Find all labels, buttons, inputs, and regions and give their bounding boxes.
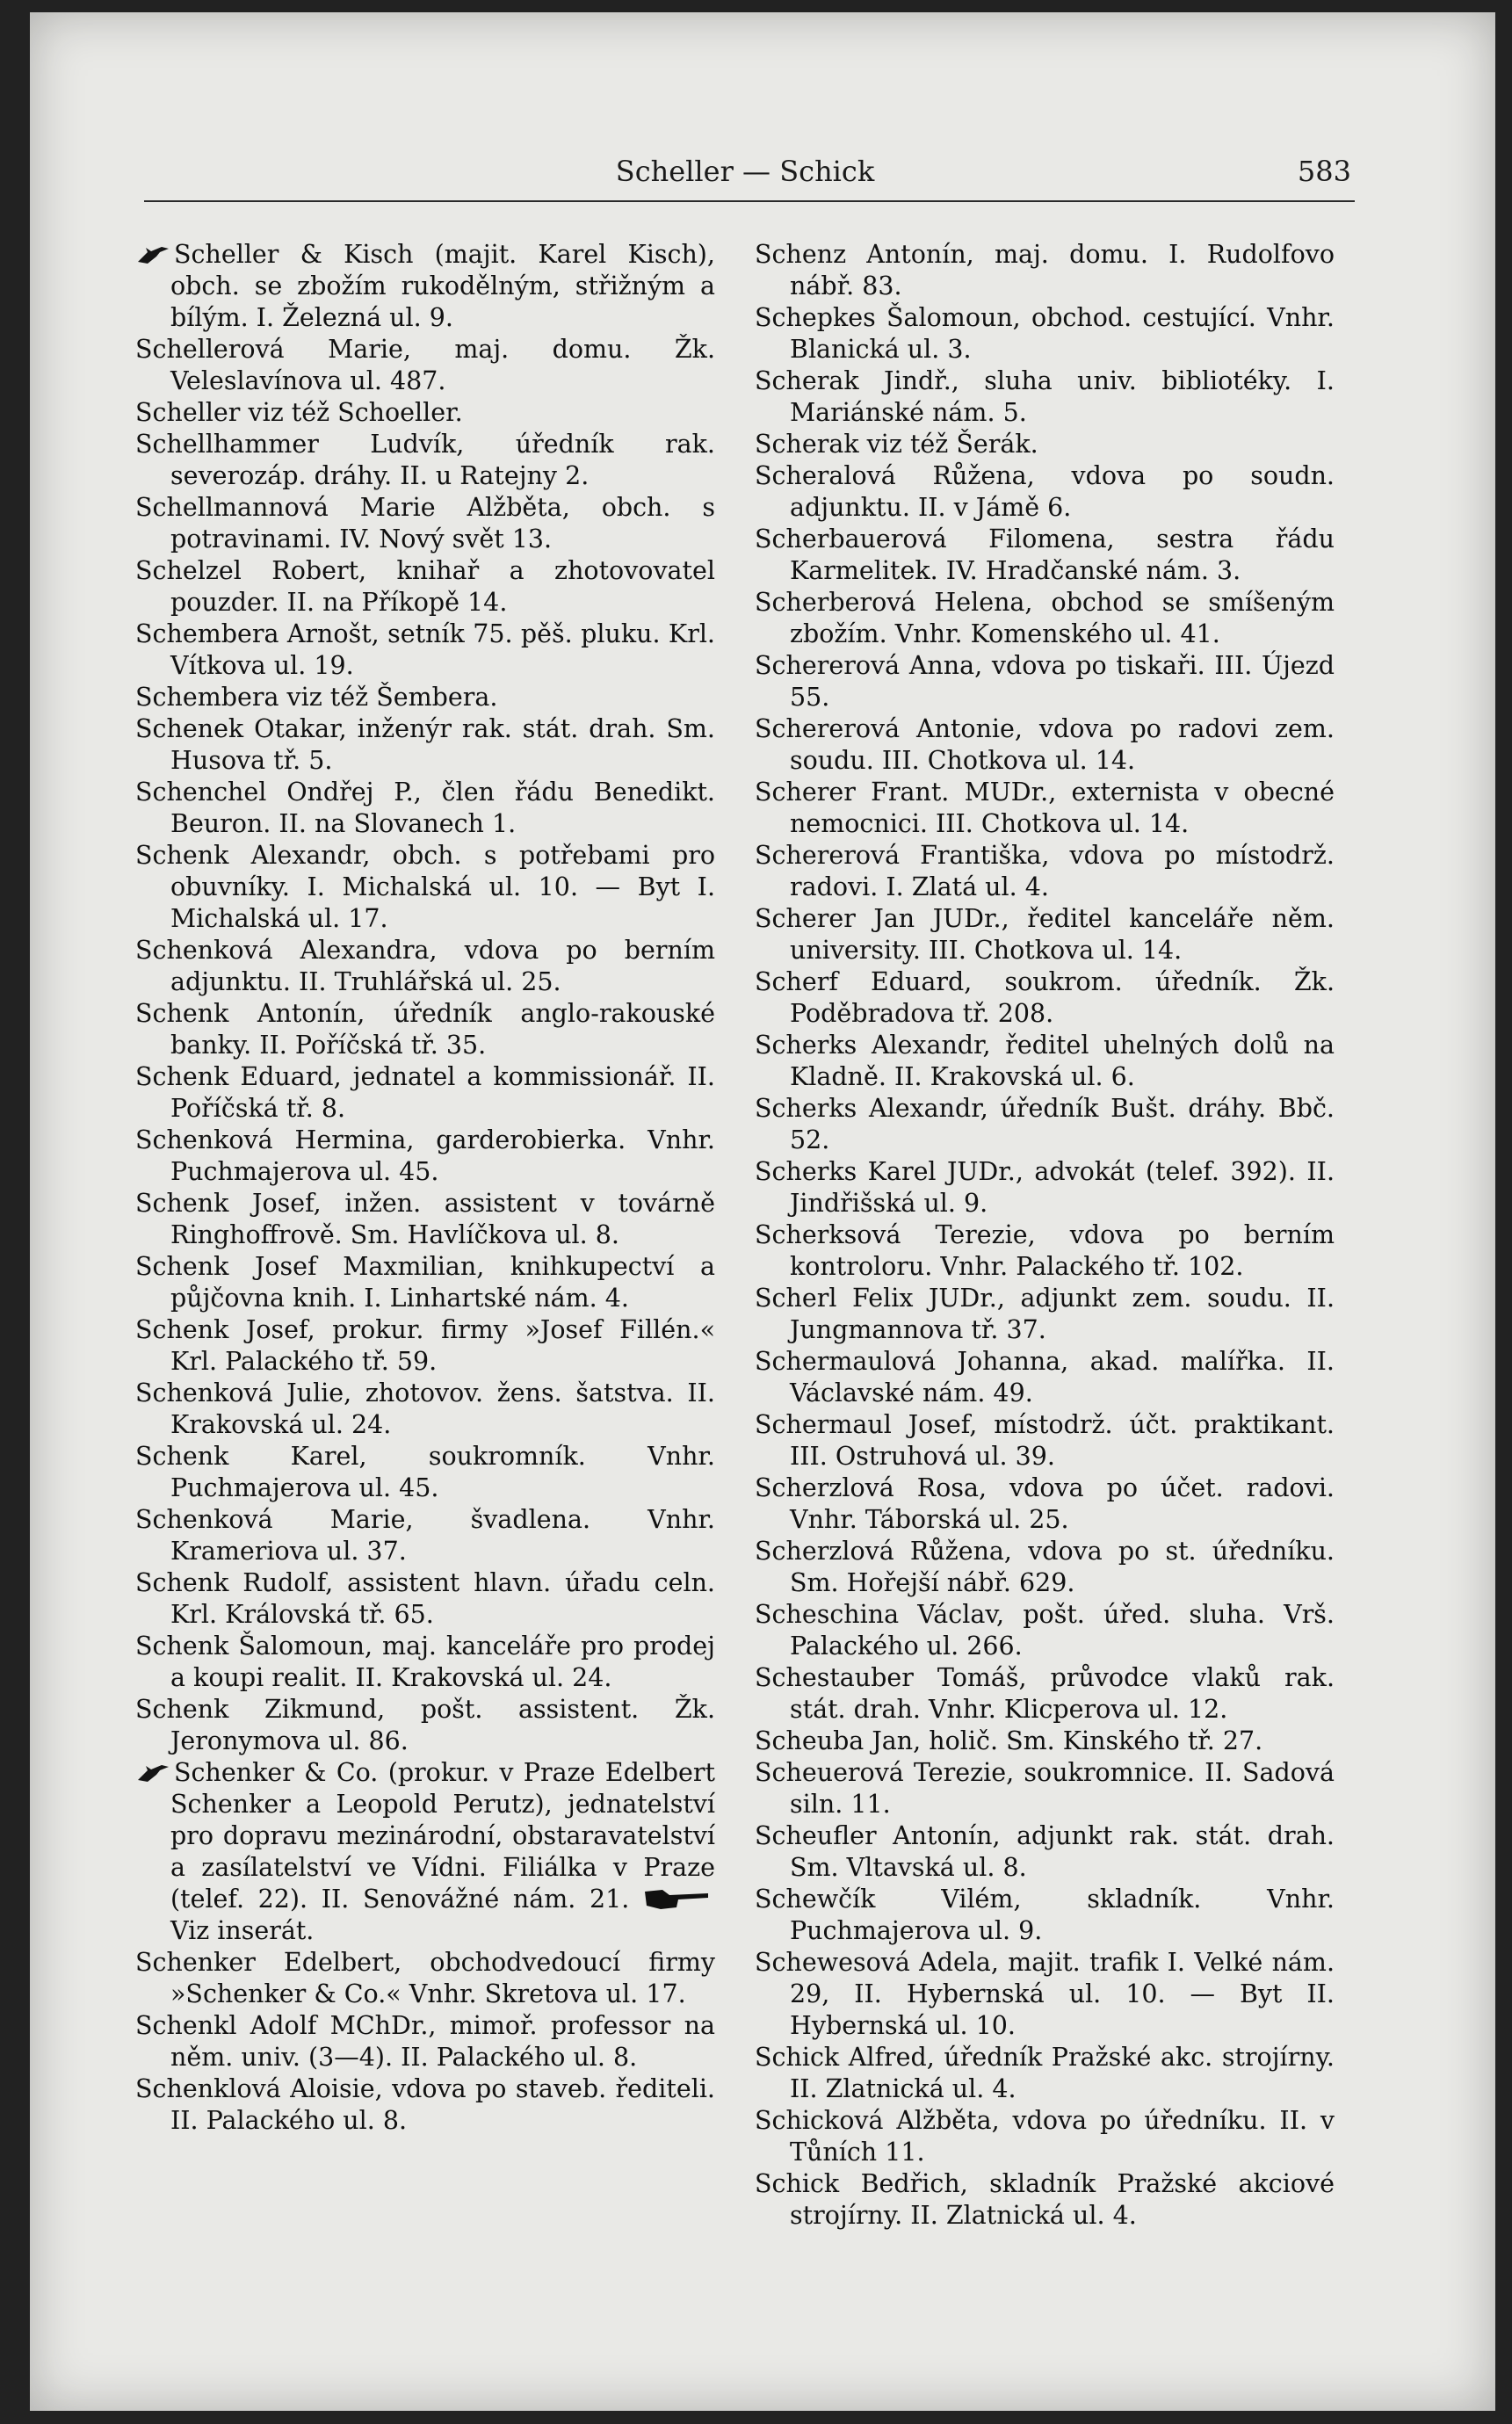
entry-text: Scherksová Terezie, vdova po berním kontroloru. Vnhr. Palackého tř. 102. — [755, 1220, 1335, 1281]
pointing-finger-icon — [643, 1888, 710, 1911]
entry-text: Schererová Anna, vdova po tiskaři. III. Újezd 55. — [755, 651, 1335, 712]
directory-entry — [755, 713, 1335, 777]
entry-text: Schenk Josef Maxmilian, knihkupectví a půjčovna knih. I. Linhartské nám. 4. — [135, 1252, 715, 1313]
entry-text: Scherak Jindř., sluha univ. bibliotéky. I. Mariánské nám. 5. — [755, 366, 1335, 427]
entry-text: Schembera Arnošt, setník 75. pěš. pluku. Krl. Vítkova ul. 19. — [135, 619, 715, 680]
directory-entry — [135, 682, 715, 713]
entry-text: Schick Alfred, úředník Pražské akc. strojírny. II. Zlatnická ul. 4. — [755, 2043, 1335, 2103]
entry-text: Schestauber Tomáš, průvodce vlaků rak. stát. drah. Vnhr. Klicperova ul. 12. — [755, 1663, 1335, 1724]
entry-text: Scherks Karel JUDr., advokát (telef. 392). II. Jindřišská ul. 9. — [755, 1157, 1335, 1218]
directory-entry — [135, 777, 715, 840]
directory-entry — [135, 429, 715, 492]
directory-entry — [755, 460, 1335, 524]
entry-text: Scherzlová Rosa, vdova po účet. radovi. Vnhr. Táborská ul. 25. — [755, 1473, 1335, 1534]
directory-entry — [755, 2168, 1335, 2232]
entry-text: Scheuerová Terezie, soukromnice. II. Sadová siln. 11. — [755, 1758, 1335, 1819]
directory-entry — [755, 1156, 1335, 1219]
entry-text: Schenk Rudolf, assistent hlavn. úřadu celn. Krl. Královská tř. 65. — [135, 1568, 715, 1629]
entry-text: Schenk Antonín, úředník anglo-rakouské banky. II. Poříčská tř. 35. — [135, 999, 715, 1060]
running-title: Scheller — Schick — [615, 155, 875, 188]
directory-entry — [135, 2073, 715, 2137]
directory-entry — [755, 1472, 1335, 1536]
directory-entry — [135, 1314, 715, 1378]
entry-text: Scheschina Václav, pošt. úřed. sluha. Vrš. Palackého ul. 266. — [755, 1600, 1335, 1661]
entry-text: Schepkes Šalomoun, obchod. cestující. Vnhr. Blanická ul. 3. — [755, 303, 1335, 364]
directory-entry — [135, 1125, 715, 1188]
directory-entry — [755, 777, 1335, 840]
directory-entry — [755, 2105, 1335, 2168]
entry-text: Schenk Alexandr, obch. s potřebami pro obuvníky. I. Michalská ul. 10. — Byt I. Michalská ul. 17. — [135, 841, 715, 933]
directory-entry — [135, 840, 715, 935]
directory-entry — [755, 365, 1335, 429]
directory-entry — [135, 713, 715, 777]
entry-text: Scheufler Antonín, adjunkt rak. stát. drah. Sm. Vltavská ul. 8. — [755, 1821, 1335, 1882]
directory-entry — [755, 1093, 1335, 1156]
directory-entry — [135, 1441, 715, 1504]
directory-entry — [135, 1504, 715, 1567]
entry-text: Schenk Josef, inžen. assistent v továrně Ringhoffrově. Sm. Havlíčkova ul. 8. — [135, 1189, 715, 1249]
directory-entry — [755, 1662, 1335, 1726]
entry-text: Schenker & Co. (prokur. v Praze Edelbert Schenker a Leopold Perutz), jednatelství pro dopravu mezinárodní, obstaravatelství a zasílatelství ve Vídni. Filiálka v Praze (telef. 22). II. Senovážné nám. 21. — [170, 1758, 715, 1914]
directory-page — [30, 12, 1495, 2411]
directory-entry — [135, 1251, 715, 1314]
entry-text: Schicková Alžběta, vdova po úředníku. II. v Tůních 11. — [755, 2106, 1335, 2167]
entry-text: Scherberová Helena, obchod se smíšeným zbožím. Vnhr. Komenského ul. 41. — [755, 588, 1335, 648]
directory-entry — [755, 1536, 1335, 1599]
directory-entry — [135, 1757, 715, 1947]
directory-entry — [755, 840, 1335, 903]
directory-entry — [755, 1757, 1335, 1820]
entry-text: Schermaul Josef, místodrž. účt. praktikant. III. Ostruhová ul. 39. — [755, 1410, 1335, 1471]
entry-text: Schellerová Marie, maj. domu. Žk. Veleslavínova ul. 487. — [135, 335, 715, 395]
entry-text: Schenková Hermina, garderobierka. Vnhr. Puchmajerova ul. 45. — [135, 1125, 715, 1186]
directory-entry — [135, 1947, 715, 2010]
directory-entry — [755, 587, 1335, 650]
entry-text: Scherl Felix JUDr., adjunkt zem. soudu. II. Jungmannova tř. 37. — [755, 1284, 1335, 1344]
directory-entry — [135, 935, 715, 998]
entry-text: Schewesová Adela, majit. trafik I. Velké nám. 29, II. Hybernská ul. 10. — Byt II. Hybernská ul. 10. — [755, 1948, 1335, 2040]
entry-text: Schick Bedřich, skladník Pražské akciové strojírny. II. Zlatnická ul. 4. — [755, 2169, 1335, 2230]
entry-text: Schenková Alexandra, vdova po berním adjunktu. II. Truhlářská ul. 25. — [135, 936, 715, 996]
entry-text: Scherer Frant. MUDr., externista v obecné nemocnici. III. Chotkova ul. 14. — [755, 778, 1335, 838]
entry-text: Schererová Františka, vdova po místodrž. radovi. I. Zlatá ul. 4. — [755, 841, 1335, 901]
directory-entry — [755, 1409, 1335, 1472]
directory-entry — [755, 239, 1335, 302]
entry-text: Scherks Alexandr, úředník Bušt. dráhy. Bbč. 52. — [755, 1094, 1335, 1154]
entry-text: Schellmannová Marie Alžběta, obch. s potravinami. IV. Nový svět 13. — [135, 493, 715, 554]
page-number: 583 — [1297, 155, 1351, 188]
entry-text: Scheller viz též Schoeller. — [135, 398, 463, 427]
entry-text: Schenková Julie, zhotovov. žens. šatstva. II. Krakovská ul. 24. — [135, 1378, 715, 1439]
entry-text: Schewčík Vilém, skladník. Vnhr. Puchmajerova ul. 9. — [755, 1885, 1335, 1945]
directory-entry — [135, 1061, 715, 1125]
directory-entry — [135, 397, 715, 429]
directory-entry — [135, 334, 715, 397]
directory-entry — [135, 998, 715, 1061]
entry-text: Schenk Eduard, jednatel a kommissionář. II. Poříčská tř. 8. — [135, 1062, 715, 1123]
entry-text: Schellhammer Ludvík, úředník rak. severozáp. dráhy. II. u Ratejny 2. — [135, 430, 715, 490]
entry-text: Scherer Jan JUDr., ředitel kanceláře něm. university. III. Chotkova ul. 14. — [755, 904, 1335, 965]
directory-entry — [135, 492, 715, 555]
header-rule — [144, 200, 1355, 202]
entry-text: Schererová Antonie, vdova po radovi zem. soudu. III. Chotkova ul. 14. — [755, 714, 1335, 775]
directory-entry — [755, 1219, 1335, 1283]
directory-entry — [135, 239, 715, 334]
right-column — [755, 239, 1335, 2232]
entry-text: Schenkl Adolf MChDr., mimoř. professor na něm. univ. (3—4). II. Palackého ul. 8. — [135, 2011, 715, 2072]
directory-entry — [755, 429, 1335, 460]
directory-entry — [135, 1567, 715, 1631]
directory-entry — [755, 302, 1335, 365]
entry-text: Schembera viz též Šembera. — [135, 683, 498, 712]
pointing-hand-icon — [135, 244, 170, 265]
directory-entry — [755, 966, 1335, 1030]
entry-text: Scherbauerová Filomena, sestra řádu Karmelitek. IV. Hradčanské nám. 3. — [755, 525, 1335, 585]
entry-text: Schelzel Robert, knihař a zhotovovatel pouzder. II. na Příkopě 14. — [135, 556, 715, 617]
entry-text: Schenk Karel, soukromník. Vnhr. Puchmajerova ul. 45. — [135, 1442, 715, 1502]
directory-entry — [135, 1188, 715, 1251]
entry-tail: Viz inserát. — [170, 1916, 315, 1945]
entry-text: Schenková Marie, švadlena. Vnhr. Krameriova ul. 37. — [135, 1505, 715, 1566]
entry-text: Schermaulová Johanna, akad. malířka. II. Václavské nám. 49. — [755, 1347, 1335, 1407]
directory-entry — [135, 555, 715, 619]
entry-text: Scherks Alexandr, ředitel uhelných dolů na Kladně. II. Krakovská ul. 6. — [755, 1031, 1335, 1091]
entry-text: Scherak viz též Šerák. — [755, 430, 1038, 459]
entry-text: Scheuba Jan, holič. Sm. Kinského tř. 27. — [755, 1726, 1263, 1755]
directory-entry — [755, 1283, 1335, 1346]
entry-text: Schenklová Aloisie, vdova po staveb. řediteli. II. Palackého ul. 8. — [135, 2074, 715, 2135]
directory-entry — [755, 524, 1335, 587]
directory-entry — [755, 1599, 1335, 1662]
left-column — [135, 239, 715, 2137]
page-header — [144, 141, 1351, 193]
directory-entry — [755, 1346, 1335, 1409]
entry-text: Schenek Otakar, inženýr rak. stát. drah. Sm. Husova tř. 5. — [135, 714, 715, 775]
directory-entry — [755, 1884, 1335, 1947]
entry-text: Scheralová Růžena, vdova po soudn. adjunktu. II. v Jámě 6. — [755, 461, 1335, 522]
pointing-hand-icon — [135, 1762, 170, 1784]
entry-text: Schenker Edelbert, obchodvedoucí firmy »Schenker & Co.« Vnhr. Skretova ul. 17. — [135, 1948, 715, 2008]
entry-text: Schenz Antonín, maj. domu. I. Rudolfovo nábř. 83. — [755, 240, 1335, 300]
directory-entry — [755, 2042, 1335, 2105]
entry-text: Schenchel Ondřej P., člen řádu Benedikt. Beuron. II. na Slovanech 1. — [135, 778, 715, 838]
entry-text: Scheller & Kisch (majit. Karel Kisch), obch. se zbožím rukodělným, střižným a bílým. I. Železná ul. 9. — [170, 240, 715, 332]
directory-entry — [135, 1694, 715, 1757]
entry-text: Schenk Josef, prokur. firmy »Josef Fillén.« Krl. Palackého tř. 59. — [135, 1315, 715, 1376]
directory-entry — [135, 1631, 715, 1694]
entry-text: Scherzlová Růžena, vdova po st. úředníku. Sm. Hořejší nábř. 629. — [755, 1537, 1335, 1597]
directory-entry — [755, 1820, 1335, 1884]
directory-entry — [135, 2010, 715, 2073]
directory-entry — [755, 1947, 1335, 2042]
entry-text: Schenk Šalomoun, maj. kanceláře pro prodej a koupi realit. II. Krakovská ul. 24. — [135, 1632, 715, 1692]
directory-entry — [755, 1726, 1335, 1757]
directory-entry — [135, 1378, 715, 1441]
directory-entry — [135, 619, 715, 682]
entry-text: Scherf Eduard, soukrom. úředník. Žk. Poděbradova tř. 208. — [755, 967, 1335, 1028]
entry-text: Schenk Zikmund, pošt. assistent. Žk. Jeronymova ul. 86. — [135, 1695, 715, 1755]
directory-entry — [755, 903, 1335, 966]
directory-entry — [755, 650, 1335, 713]
directory-entry — [755, 1030, 1335, 1093]
